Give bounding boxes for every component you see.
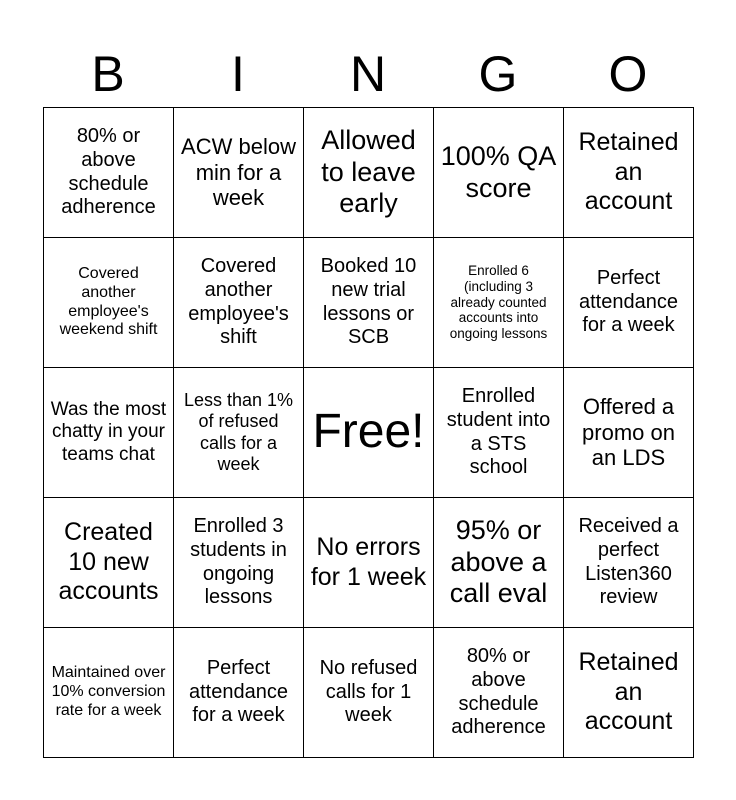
bingo-cell-text: Retained an account [578, 648, 679, 736]
bingo-cell[interactable] [44, 108, 174, 238]
bingo-cell-text: No refused calls for 1 week [319, 657, 418, 727]
bingo-cell[interactable] [564, 108, 694, 238]
bingo-board [43, 107, 694, 758]
bingo-cell[interactable] [174, 108, 304, 238]
bingo-cell-text: No errors for 1 week [310, 533, 427, 591]
bingo-cell[interactable] [564, 498, 694, 628]
bingo-cell-text: 80% or above schedule adherence [451, 645, 546, 739]
header-letter-g: G [478, 46, 518, 102]
bingo-cell[interactable] [44, 498, 174, 628]
bingo-cell-text: Less than 1% of refused calls for a week [183, 390, 294, 474]
bingo-cell[interactable] [174, 498, 304, 628]
bingo-cell-text: Perfect attendance for a week [579, 267, 678, 337]
bingo-cell-text: Was the most chatty in your teams chat [50, 398, 167, 465]
bingo-cell[interactable] [434, 108, 564, 238]
bingo-cell[interactable] [304, 238, 434, 368]
header-letter-n: N [349, 46, 387, 102]
header-letter-o: O [608, 46, 648, 102]
bingo-cell[interactable] [304, 628, 434, 758]
free-space-text: Free! [312, 405, 425, 459]
bingo-cell-text: Received a perfect Listen360 review [578, 515, 679, 609]
bingo-cell-text: Enrolled student into a STS school [446, 385, 551, 479]
bingo-cell-text: 95% or above a call eval [449, 514, 548, 609]
bingo-cell[interactable] [564, 628, 694, 758]
bingo-cell[interactable] [44, 628, 174, 758]
bingo-header [43, 40, 693, 108]
bingo-cell-text: Maintained over 10% conversion rate for a week [51, 664, 166, 719]
bingo-cell-text: Perfect attendance for a week [189, 657, 288, 727]
bingo-cell[interactable] [434, 238, 564, 368]
bingo-cell[interactable] [174, 368, 304, 498]
bingo-cell[interactable] [564, 238, 694, 368]
bingo-cell-text: Covered another employee's weekend shift [59, 264, 158, 339]
bingo-cell[interactable] [564, 368, 694, 498]
header-letter-i: I [231, 46, 245, 102]
bingo-cell-text: Booked 10 new trial lessons or SCB [320, 255, 417, 349]
bingo-cell-text: Covered another employee's shift [188, 255, 289, 349]
bingo-cell[interactable] [44, 238, 174, 368]
bingo-cell-text: 100% QA score [440, 140, 557, 203]
bingo-cell-text: Offered a promo on an LDS [582, 393, 675, 471]
bingo-cell-text: Retained an account [578, 128, 679, 216]
header-letter-b: B [91, 46, 125, 102]
bingo-cell[interactable] [434, 498, 564, 628]
bingo-cell[interactable] [434, 368, 564, 498]
bingo-cell-text: ACW below min for a week [181, 133, 296, 211]
bingo-cell-text: Created 10 new accounts [58, 518, 159, 606]
bingo-cell-text: Enrolled 3 students in ongoing lessons [190, 515, 287, 609]
bingo-cell[interactable] [304, 498, 434, 628]
bingo-cell[interactable] [304, 108, 434, 238]
bingo-cell[interactable] [44, 368, 174, 498]
bingo-cell-text: 80% or above schedule adherence [61, 125, 156, 219]
bingo-cell-text: Allowed to leave early [321, 124, 416, 219]
bingo-cell[interactable] [174, 238, 304, 368]
bingo-cell[interactable] [174, 628, 304, 758]
bingo-cell-text: Enrolled 6 (including 3 already counted accounts into ongoing lessons [449, 262, 548, 342]
free-space[interactable] [304, 368, 434, 498]
bingo-cell[interactable] [434, 628, 564, 758]
